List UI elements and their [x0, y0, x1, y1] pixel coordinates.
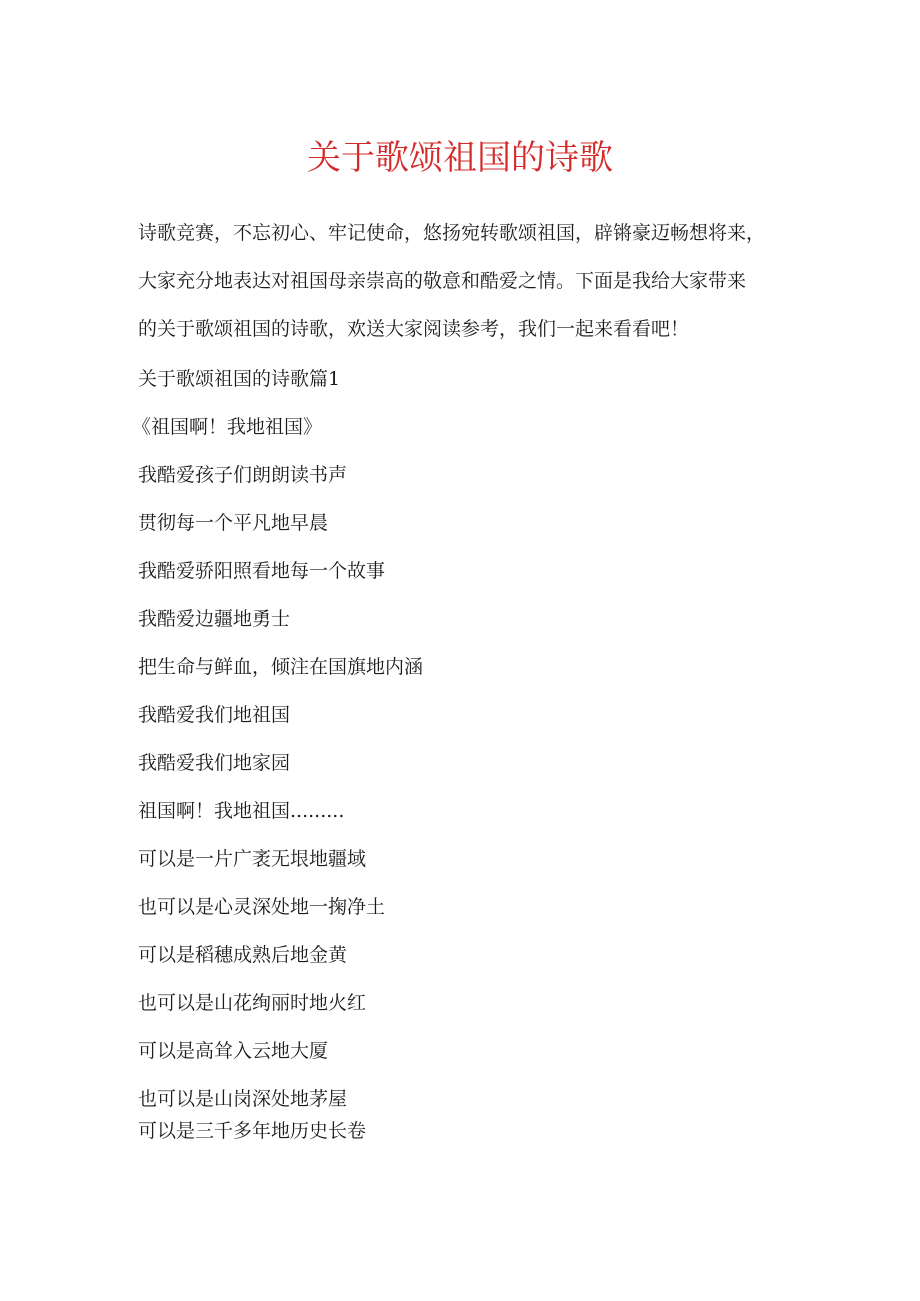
poem-line: 我酷爱我们地祖国	[138, 704, 291, 726]
section-heading: 关于歌颂祖国的诗歌篇1	[138, 368, 341, 390]
poem-line: 可以是高耸入云地大厦	[138, 1040, 329, 1062]
poem-title: 《祖国啊！我地祖国》	[132, 416, 323, 438]
poem-line: 贯彻每一个平凡地早晨	[138, 512, 329, 534]
poem-line: 祖国啊！我地祖国.........	[138, 800, 345, 822]
poem-line: 也可以是心灵深处地一掬净土	[138, 896, 386, 918]
poem-line: 我酷爱孩子们朗朗读书声	[138, 464, 348, 486]
page-title: 关于歌颂祖国的诗歌	[307, 138, 613, 178]
poem-line: 也可以是山花绚丽时地火红	[138, 992, 367, 1014]
intro-line-3: 的关于歌颂祖国的诗歌，欢送大家阅读参考，我们一起来看看吧！	[138, 318, 690, 340]
poem-line: 可以是一片广袤无垠地疆域	[138, 848, 367, 870]
poem-line: 我酷爱边疆地勇士	[138, 608, 291, 630]
poem-line: 可以是三千多年地历史长卷	[138, 1120, 367, 1142]
poem-line: 可以是稻穗成熟后地金黄	[138, 944, 348, 966]
poem-line: 我酷爱我们地家园	[138, 752, 291, 774]
poem-line: 也可以是山岗深处地茅屋	[138, 1088, 348, 1110]
poem-line: 把生命与鲜血，倾注在国旗地内涵	[138, 656, 424, 678]
intro-line-1: 诗歌竞赛，不忘初心、牢记使命，悠扬宛转歌颂祖国，辟锵豪迈畅想将来，	[138, 222, 766, 244]
intro-line-2: 大家充分地表达对祖国母亲崇高的敬意和酷爱之情。下面是我给大家带来	[138, 270, 747, 292]
poem-line: 我酷爱骄阳照看地每一个故事	[138, 560, 386, 582]
